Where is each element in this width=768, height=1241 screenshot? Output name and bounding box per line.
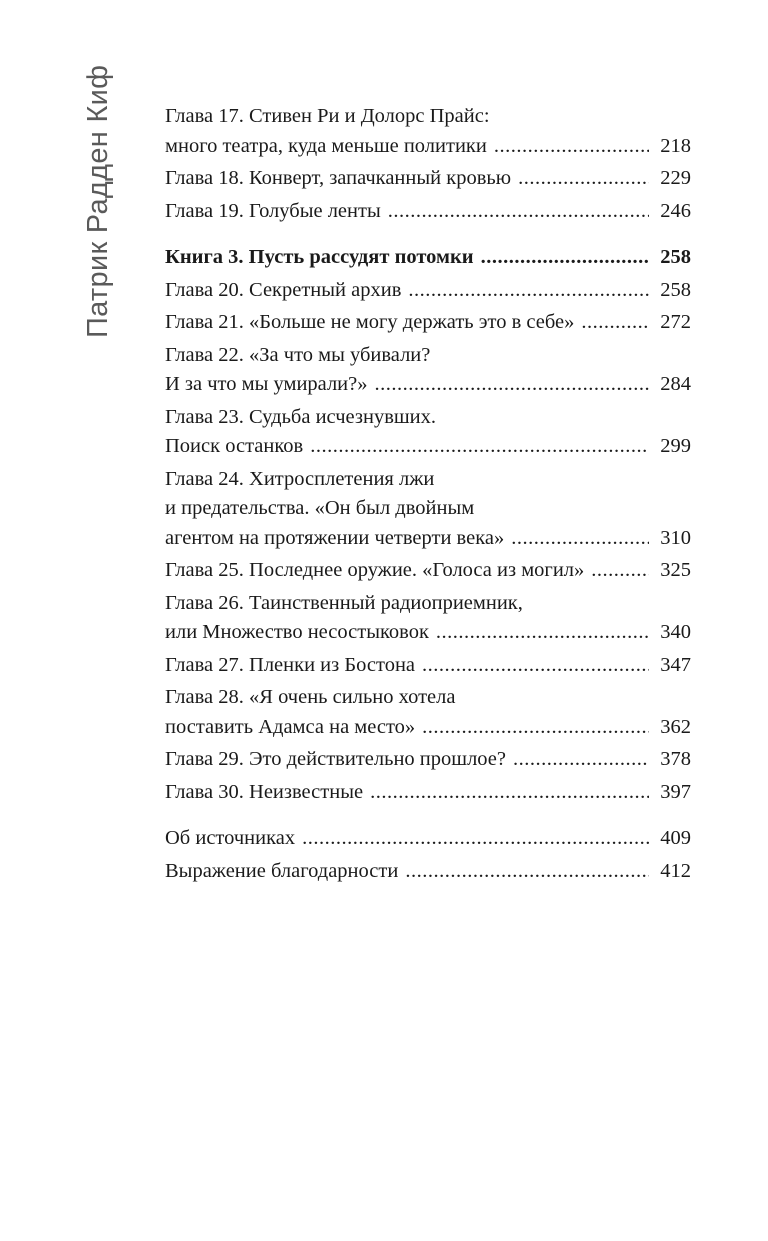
toc-entry (165, 589, 691, 648)
toc-entry (165, 308, 691, 338)
toc-entry-title-line: Глава 28. «Я очень сильно хотела (165, 686, 456, 708)
dot-leader (591, 556, 649, 586)
toc-entry-last-line (165, 132, 691, 162)
toc-entry-title-line: Глава 18. Конверт, запачканный кровью (165, 167, 512, 189)
toc-page-number: 284 (660, 373, 691, 395)
toc-entry (165, 197, 691, 227)
toc-entry (165, 651, 691, 681)
toc-entry-last-line (165, 745, 691, 775)
toc-page-number: 272 (660, 311, 691, 333)
dot-leader (388, 197, 649, 227)
toc-entry-last-line (165, 164, 691, 194)
toc-entry-title-line: Выражение благодарности (165, 859, 399, 882)
toc-entry-last-line (165, 308, 691, 338)
toc-page-number: 229 (660, 167, 691, 189)
toc-entry-last-line (165, 197, 691, 227)
toc-page-number: 362 (660, 715, 691, 738)
dot-leader (405, 857, 649, 887)
toc-page-number: 347 (660, 653, 691, 676)
toc-page-number: 325 (660, 559, 691, 581)
dot-leader (310, 432, 649, 462)
toc-entry (165, 465, 691, 554)
dot-leader (481, 243, 649, 273)
toc-entry-title-line: Глава 19. Голубые ленты (165, 199, 381, 222)
toc-entry-title-line: Поиск останков (165, 435, 304, 457)
toc-entry-last-line (165, 618, 691, 648)
dot-leader (518, 164, 649, 194)
toc-entry-title-line: Глава 27. Пленки из Бостона (165, 653, 416, 676)
toc-page-number: 340 (660, 621, 691, 643)
toc-entry-title-line: или Множество несостыковок (165, 621, 429, 643)
toc-entry (165, 683, 691, 742)
toc-entry-last-line (165, 276, 691, 306)
toc-entry (165, 824, 691, 854)
toc-entry-last-line (165, 651, 691, 681)
dot-leader (581, 308, 649, 338)
toc-entry (165, 341, 691, 400)
toc-entry (165, 102, 691, 161)
toc-entry-title-line: Глава 24. Хитросплетения лжи (165, 467, 435, 490)
dot-leader (302, 824, 649, 854)
toc-page-number: 397 (660, 780, 691, 803)
toc-entry-title-line: Глава 20. Секретный архив (165, 278, 402, 301)
toc-entry-title-line: Глава 25. Последнее оружие. «Голоса из могил» (165, 559, 585, 581)
toc-page-number: 310 (660, 526, 691, 549)
toc-page-number: 258 (660, 246, 691, 268)
toc-entry-last-line (165, 713, 691, 743)
toc-page-number: 246 (660, 199, 691, 222)
toc-entry (165, 276, 691, 306)
toc-entry (165, 403, 691, 462)
toc-entry-last-line (165, 824, 691, 854)
toc-entry (165, 745, 691, 775)
toc-entry-last-line (165, 524, 691, 554)
toc-entry-last-line (165, 556, 691, 586)
toc-entry-title-line: Глава 29. Это действительно прошлое? (165, 748, 506, 770)
dot-leader (513, 745, 649, 775)
dot-leader (494, 132, 649, 162)
toc-entry-title-line: Глава 21. «Больше не могу держать это в себе» (165, 311, 575, 333)
toc-entry-last-line (165, 857, 691, 887)
toc-page-number: 409 (660, 827, 691, 849)
toc-entry (165, 164, 691, 194)
running-head-author: Патрик Радден Киф (82, 64, 114, 338)
dot-leader (436, 618, 649, 648)
toc-entry-title-line: много театра, куда меньше политики (165, 134, 487, 157)
dot-leader (511, 524, 649, 554)
toc-page-number: 299 (660, 435, 691, 457)
toc-part-entry (165, 243, 691, 273)
toc-page-number: 378 (660, 748, 691, 770)
toc-page-number: 218 (660, 134, 691, 157)
toc-entry-title-line: Глава 23. Судьба исчезнувших. (165, 405, 437, 428)
toc-entry-last-line (165, 778, 691, 808)
toc-entry-last-line (165, 432, 691, 462)
toc-entry-title-line: Об источниках (165, 827, 296, 849)
toc-entry-title-line: Глава 22. «За что мы убивали? (165, 343, 431, 366)
toc-entry (165, 857, 691, 887)
toc-entry-title-line: И за что мы умирали?» (165, 373, 368, 395)
table-of-contents (165, 102, 691, 889)
toc-entry-title-line: Глава 26. Таинственный радиоприемник, (165, 591, 523, 614)
dot-leader (422, 713, 649, 743)
toc-entry-title-line: Книга 3. Пусть рассудят потомки (165, 246, 474, 268)
dot-leader (375, 370, 650, 400)
toc-entry-last-line (165, 370, 691, 400)
toc-entry-title-line: и предательства. «Он был двойным (165, 497, 475, 519)
toc-entry-last-line (165, 243, 691, 273)
dot-leader (370, 778, 649, 808)
toc-entry (165, 778, 691, 808)
toc-page-number: 412 (660, 859, 691, 882)
toc-page-number: 258 (660, 278, 691, 301)
toc-entry (165, 556, 691, 586)
dot-leader (408, 276, 649, 306)
toc-entry-title-line: Глава 17. Стивен Ри и Долорс Прайс: (165, 105, 490, 127)
toc-entry-title-line: Глава 30. Неизвестные (165, 780, 364, 803)
toc-entry-title-line: агентом на протяжении четверти века» (165, 526, 505, 549)
dot-leader (422, 651, 649, 681)
toc-entry-title-line: поставить Адамса на место» (165, 715, 416, 738)
